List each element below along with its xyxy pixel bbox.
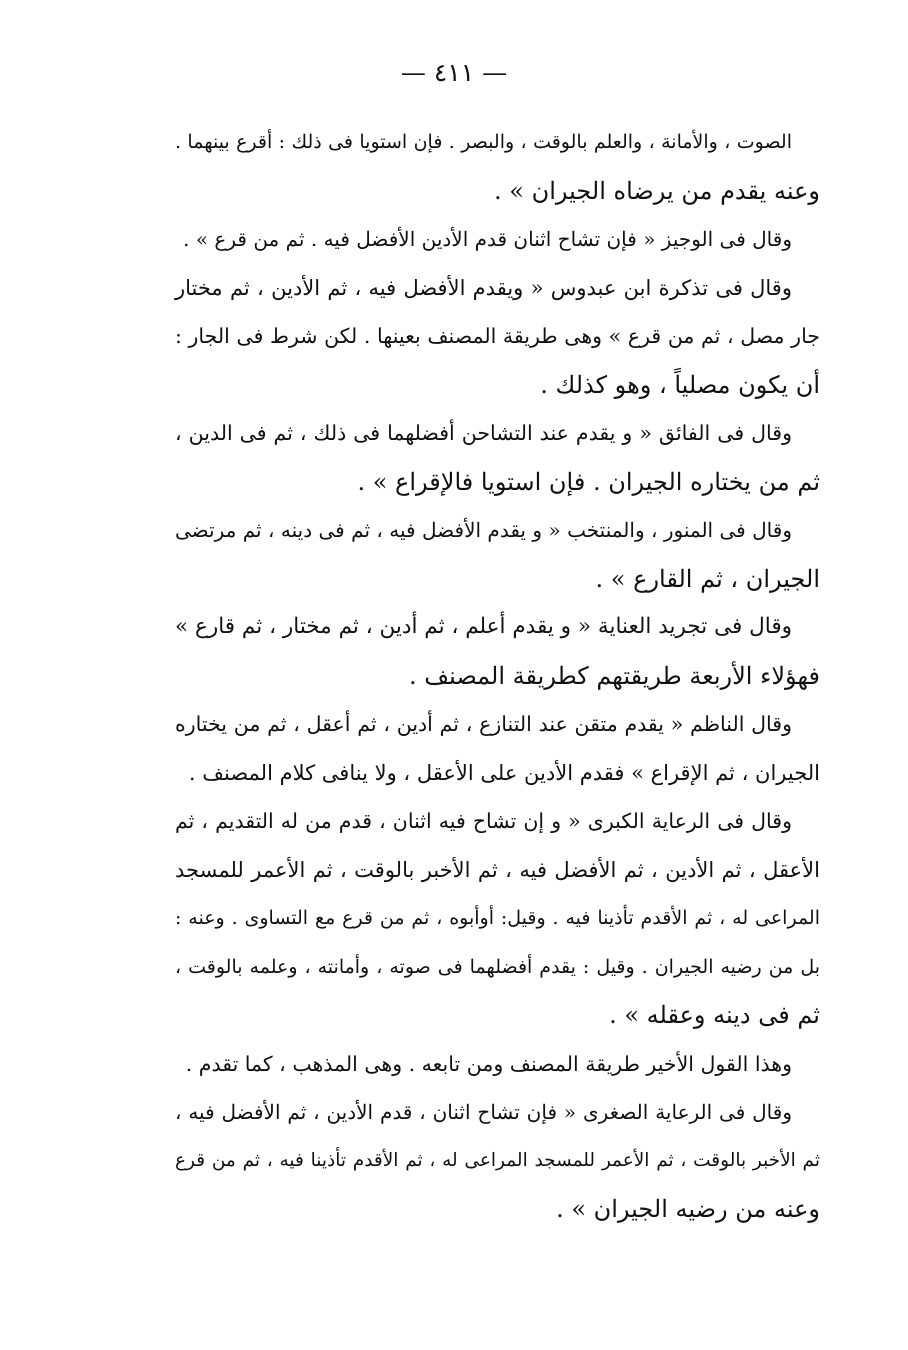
page-number: — ٤١١ — [400, 58, 508, 87]
text-line: ثم الأخبر بالوقت ، ثم الأعمر للمسجد المراعى له ، ثم الأقدم تأذينا فيه ، ثم من قرع [175, 1149, 820, 1171]
text-line: وقال فى الوجيز « فإن تشاح اثنان قدم الأدين الأفضل فيه . ثم من قرع » . [183, 227, 792, 251]
text-line: المراعى له ، ثم الأقدم تأذينا فيه . وقيل: أوأبوه ، ثم من قرع مع التساوى . وعنه : [175, 907, 820, 929]
text-line: أن يكون مصلياً ، وهو كذلك . [540, 370, 820, 399]
text-line: الجيران ، ثم القارع » . [595, 564, 820, 593]
text-line: وقال فى تذكرة ابن عبدوس « ويقدم الأفضل فيه ، ثم الأدين ، ثم مختار [175, 275, 792, 300]
paragraph [175, 118, 820, 215]
text-line: وقال فى الرعاية الكبرى « و إن تشاح فيه اثنان ، قدم من له التقديم ، ثم [175, 809, 792, 833]
paragraph [175, 506, 820, 603]
paragraph [175, 700, 820, 797]
paragraph [175, 264, 820, 410]
text-line: جار مصل ، ثم من قرع » وهى طريقة المصنف بعينها . لكن شرط فى الجار : [175, 324, 820, 348]
text-line: الصوت ، والأمانة ، والعلم بالوقت ، والبصر . فإن استويا فى ذلك : أقرع بينهما . [175, 131, 792, 153]
text-line: وقال فى المنور ، والمنتخب « و يقدم الأفضل فيه ، ثم فى دينه ، ثم مرتضى [175, 518, 792, 542]
text-line: بل من رضيه الجيران . وقيل : يقدم أفضلهما فى صوته ، وأمانته ، وعلمه بالوقت ، [175, 955, 820, 978]
text-line: الأعقل ، ثم الأدين ، ثم الأفضل فيه ، ثم الأخبر بالوقت ، ثم الأعمر للمسجد [175, 857, 820, 882]
body-text [175, 118, 820, 1234]
paragraph [175, 1040, 820, 1089]
text-line: الجيران ، ثم الإقراع » فقدم الأدين على الأعقل ، ولا ينافى كلام المصنف . [188, 760, 820, 785]
text-line: وقال فى الرعاية الصغرى « فإن تشاح اثنان ، قدم الأدين ، ثم الأفضل فيه ، [175, 1100, 792, 1124]
text-line: وهذا القول الأخير طريقة المصنف ومن تابعه . وهى المذهب ، كما تقدم . [185, 1051, 792, 1076]
paragraph [175, 797, 820, 1040]
text-line: فهؤلاء الأربعة طريقتهم كطريقة المصنف . [409, 661, 820, 690]
paragraph [175, 603, 820, 700]
text-line: وعنه من رضيه الجيران » . [556, 1195, 820, 1223]
text-line: ثم فى دينه وعقله » . [609, 1001, 820, 1029]
text-line: وقال فى تجريد العناية « و يقدم أعلم ، ثم أدين ، ثم مختار ، ثم قارع » [175, 614, 792, 639]
text-line: وقال الناظم « يقدم متقن عند التنازع ، ثم أدين ، ثم أعقل ، ثم من يختاره [175, 712, 792, 736]
paragraph [175, 409, 820, 506]
text-line: وعنه يقدم من يرضاه الجيران » . [494, 176, 820, 205]
text-line: ثم من يختاره الجيران . فإن استويا فالإقراع » . [357, 467, 820, 496]
paragraph [175, 215, 820, 264]
paragraph [175, 1088, 820, 1234]
text-line: وقال فى الفائق « و يقدم عند التشاحن أفضلهما فى ذلك ، ثم فى الدين ، [175, 421, 792, 445]
